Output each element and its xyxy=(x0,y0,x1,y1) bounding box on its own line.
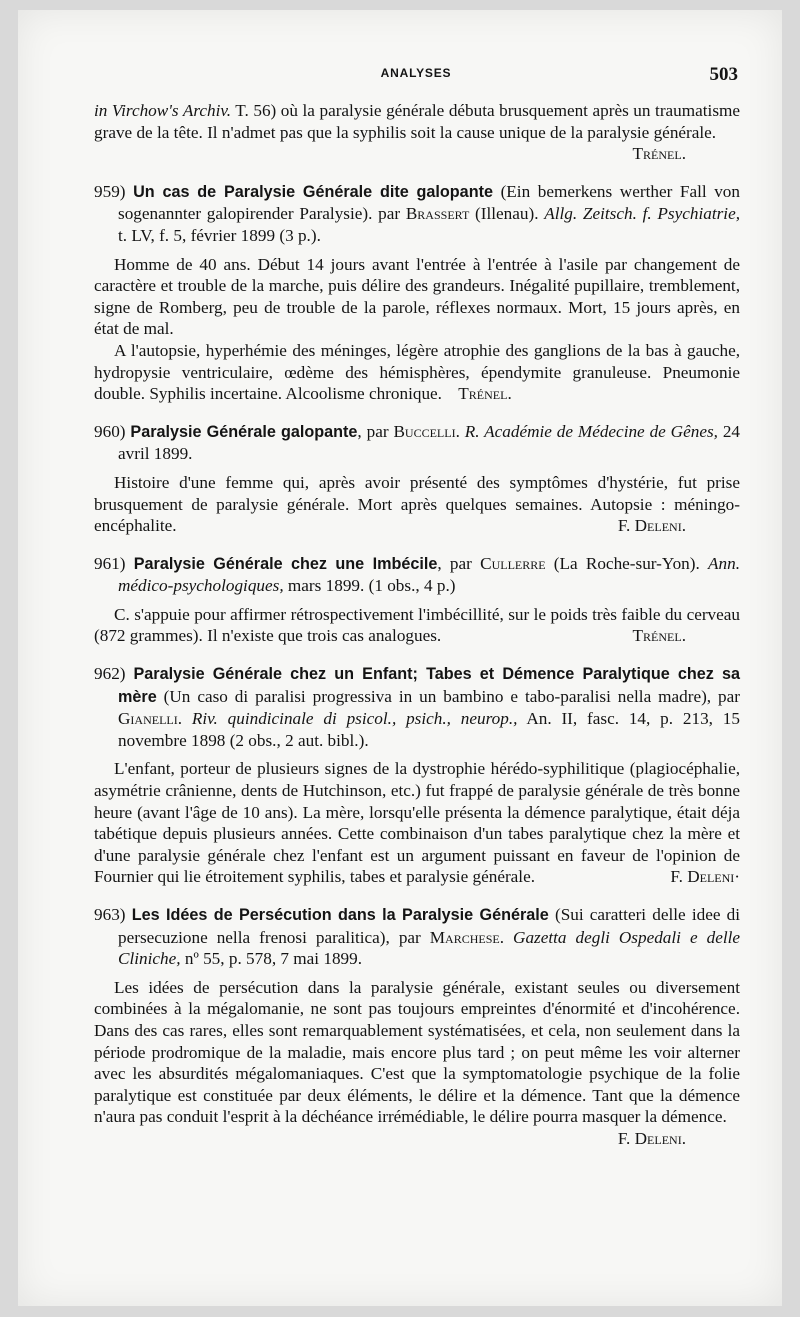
entry-paragraph-text: A l'autopsie, hyperhémie des méninges, légère atrophie des ganglions de la bas à gauche, hydropysie ventriculaire, œdème des hémisphères, épendymite granuleuse. Pneumonie double. Syphilis incertaine. Alcoolisme chronique. xyxy=(94,340,740,404)
entry-journal: Riv. quindicinale di psicol., psich., neurop., xyxy=(191,709,518,729)
lead-source: in Virchow's Archiv. xyxy=(94,101,232,120)
entry-reference: (Ein bemerkens werther Fall von sogenannter galopirender Paralysie). par xyxy=(118,181,740,224)
running-head: ANALYSES xyxy=(380,66,452,80)
entry-paragraph-text: C. s'appuie pour affirmer rétrospectivement l'imbécillité, sur le poids très faible du cerveau (872 grammes). Il n'existe que trois cas analogues. xyxy=(94,604,740,646)
entry-reference-cont: . xyxy=(177,709,192,729)
entry-paragraph xyxy=(94,758,740,888)
entry-heading xyxy=(94,663,740,751)
entry-reference-cont: (La Roche-sur-Yon). xyxy=(545,553,709,573)
entry-number: 963) xyxy=(94,905,126,924)
entry-number: 959) xyxy=(94,181,126,201)
entry-title: Un cas de Paralysie Générale dite galopante xyxy=(133,182,493,201)
entry-author: Buccelli xyxy=(393,421,456,441)
entry-reference: , par xyxy=(357,421,394,441)
abstract-entry-961 xyxy=(94,553,740,647)
entry-paragraph-text: L'enfant, porteur de plusieurs signes de la dystrophie hérédo-syphilitique (plagiocéphalie, asymétrie crânienne, dents de Hutchinson, etc.) fut frappé de paralysie générale de très bonne heure (avant l'âge de 10 ans). La mère, lorsqu'elle présenta la démence paralytique, était déja tabétique depuis plusieurs années. Cette combinaison d'un tabes paralytique chez la mère et d'une paralysie générale chez l'enfant est un argument puissant en faveur de l'opinion de Fournier qui lie étroitement syphilis, tabes et paralysie générale. xyxy=(94,759,740,887)
entry-journal: Allg. Zeitsch. f. Psychiatrie, xyxy=(544,204,740,224)
entry-signature: Trénel. xyxy=(632,626,686,646)
entry-reference-cont: . xyxy=(499,927,514,947)
entry-reference-end: 24 avril 1899. xyxy=(118,421,741,464)
entry-paragraph: Homme de 40 ans. Début 14 jours avant l'entrée à l'entrée à l'asile par changement de caractère et trouble de la marche, puis délire des grandeurs. Inégalité pupillaire, tremblement, signe de Romberg, peu de trouble de la parole, réflexes normaux. Mort, 15 jours après, en état de mal. xyxy=(94,254,740,339)
entry-reference: (Sui caratteri delle idee di persecuzione nella frenosi paralitica), par xyxy=(118,905,740,947)
entry-heading xyxy=(94,181,740,247)
entry-reference: , par xyxy=(437,553,481,573)
page-content xyxy=(94,100,740,1166)
entry-paragraph-text: Les idées de persécution dans la paralysie générale, existant seules ou diversement combinées à la mégalomanie, ne sont pas toujours empreintes d'énormité et d'incohérence. Dans des cas rares, elles sont remarquablement systématisées, et cela, non seulement dans la période prodromique de la maladie, mais encore plus tard ; on peut même les voir alterner avec les absurdités mégalomaniaques. C'est que la symptomatologie psychique de la folie paralytique est constituée par deux éléments, le délire et la démence. Tant que la démence n'aura pas conduit l'esprit à la déchéance irrémédiable, le délire pourra masquer la démence. xyxy=(94,977,740,1127)
page-number: 503 xyxy=(709,64,738,85)
entry-heading xyxy=(94,421,740,465)
entry-reference: (Un caso di paralisi progressiva in un bambino e tabo-paralisi nella madre), par xyxy=(156,686,740,706)
entry-author: Gianelli xyxy=(118,709,178,729)
entry-number: 962) xyxy=(94,664,126,684)
entry-title: Paralysie Générale chez une Imbécile xyxy=(133,554,438,573)
entry-title: Paralysie Générale galopante xyxy=(130,422,358,441)
entry-reference-end: mars 1899. (1 obs., 4 p.) xyxy=(283,576,456,596)
entry-reference-end: An. II, fasc. 14, p. 213, 15 novembre 1898 (2 obs., 2 aut. bibl.). xyxy=(118,709,740,750)
entry-number: 960) xyxy=(94,421,126,441)
page-header xyxy=(94,66,738,86)
entry-heading xyxy=(94,553,740,597)
entry-signature: F. Deleni· xyxy=(670,867,740,887)
entry-author: Brassert xyxy=(405,204,470,224)
entry-reference-end: nº 55, p. 578, 7 mai 1899. xyxy=(180,949,363,969)
entry-paragraph xyxy=(94,604,740,647)
entry-title: Paralysie Générale chez un Enfant; Tabes et Démence Paralytique chez sa mère xyxy=(118,665,740,706)
entry-paragraph xyxy=(94,977,740,1150)
entry-title: Les Idées de Persécution dans la Paralysie Générale xyxy=(131,906,549,924)
lead-paragraph xyxy=(94,100,740,165)
entry-signature: Trénel. xyxy=(458,384,512,404)
entry-paragraph xyxy=(94,472,740,537)
entry-heading xyxy=(94,904,740,970)
entry-author: Marchese xyxy=(429,927,500,947)
entry-reference-end: t. LV, f. 5, février 1899 (3 p.). xyxy=(118,225,321,245)
entry-journal: Gazetta degli Ospedali e delle Cliniche, xyxy=(118,927,740,969)
lead-signature: Trénel. xyxy=(632,144,686,164)
entry-reference-cont: . xyxy=(455,421,465,441)
entry-signature: F. Deleni. xyxy=(617,1128,686,1148)
entry-author: Cullerre xyxy=(480,553,546,573)
entry-journal: R. Académie de Médecine de Gênes, xyxy=(464,421,718,441)
entry-paragraph-text: Histoire d'une femme qui, après avoir présenté des symptômes d'hystérie, fut prise brusquement de paralysie générale. Mort après quelques semaines. Autopsie : méningo-encéphalite. xyxy=(94,472,740,536)
entry-signature: F. Deleni. xyxy=(617,516,686,536)
abstract-entry-960 xyxy=(94,421,740,537)
entry-paragraph xyxy=(94,340,740,405)
entry-number: 961) xyxy=(94,553,126,573)
entry-reference-cont: (Illenau). xyxy=(469,204,545,224)
abstract-entry-959 xyxy=(94,181,740,405)
abstract-entry-962 xyxy=(94,663,740,888)
entry-journal: Ann. médico-psychologiques, xyxy=(118,553,741,596)
abstract-entry-963 xyxy=(94,904,740,1150)
lead-text: T. 56) où la paralysie générale débuta brusquement après un traumatisme grave de la tête. Il n'admet pas que la syphilis soit la cause unique de la paralysie générale. xyxy=(94,101,740,142)
